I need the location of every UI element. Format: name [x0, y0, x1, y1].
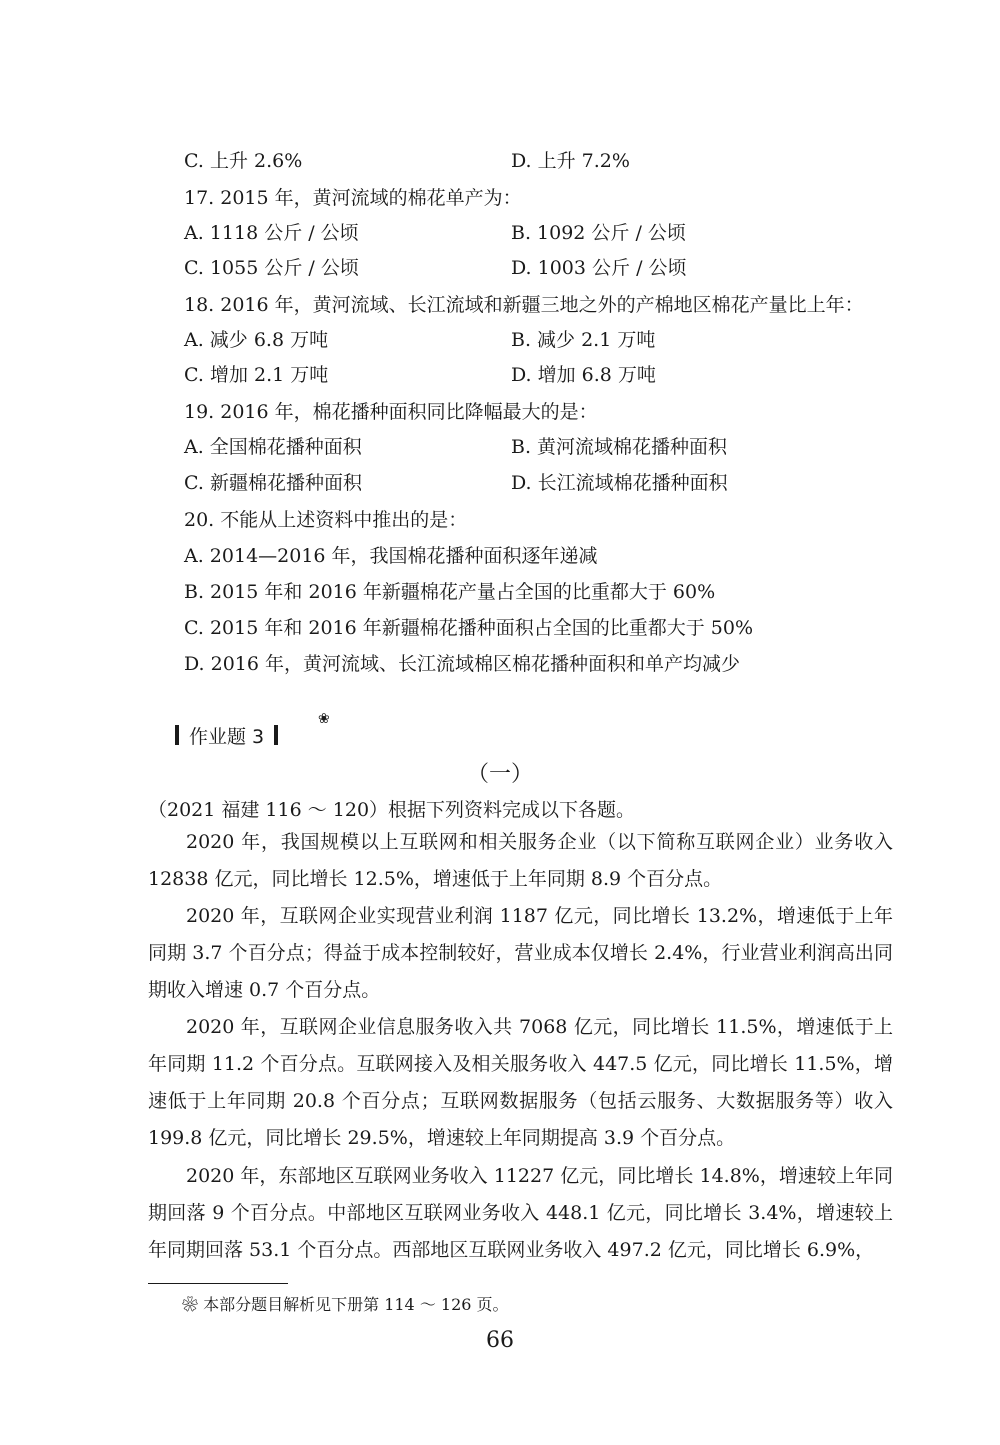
q20-option-c: C. 2015 年和 2016 年新疆棉花播种面积占全国的比重都大于 50% — [184, 617, 754, 639]
q17-stem: 17. 2015 年，黄河流域的棉花单产为： — [184, 187, 522, 209]
q19-option-d: D. 长江流域棉花播种面积 — [511, 472, 728, 494]
footnote-divider — [148, 1283, 288, 1284]
section-title: 作业题 3 — [189, 725, 265, 748]
q19-option-a: A. 全国棉花播种面积 — [184, 436, 362, 458]
q18-option-b: B. 减少 2.1 万吨 — [511, 329, 656, 351]
subsection-heading: （一） — [466, 762, 533, 787]
q19-option-b: B. 黄河流域棉花播种面积 — [511, 436, 728, 458]
q18-stem: 18. 2016 年，黄河流域、长江流域和新疆三地之外的产棉地区棉花产量比上年： — [184, 294, 864, 316]
section-bar-right — [274, 725, 278, 745]
paragraph-3: 2020 年，互联网企业信息服务收入共 7068 亿元，同比增长 11.5%，增速低于上年同期 11.2 个百分点。互联网接入及相关服务收入 447.5 亿元，同比增长 11.5%，增速低于上年同期 20.8 个百分点；互联网数据服务（包括云服务、大数据服务等）收入 199.8 亿元，同比增长 29.5%，增速较上年同期提高 3.9 个百分点。 — [148, 1016, 893, 1149]
paragraph-2: 2020 年，互联网企业实现营业利润 1187 亿元，同比增长 13.2%，增速低于上年同期 3.7 个百分点；得益于成本控制较好，营业成本仅增长 2.4%，行业营业利润高出同期收入增速 0.7 个百分点。 — [148, 905, 893, 1001]
footnote — [182, 1294, 509, 1316]
q18-option-d: D. 增加 6.8 万吨 — [511, 364, 656, 386]
footnote-text: 本部分题目解析见下册第 114 ～ 126 页。 — [203, 1295, 509, 1314]
q19-option-c: C. 新疆棉花播种面积 — [184, 472, 362, 494]
q16-option-c: C. 上升 2.6% — [184, 150, 303, 172]
q19-stem: 19. 2016 年，棉花播种面积同比降幅最大的是： — [184, 401, 598, 423]
flower-icon: ❀ — [182, 1295, 199, 1314]
section-header — [175, 720, 278, 750]
q17-option-b: B. 1092 公斤 / 公顷 — [511, 222, 686, 244]
q18-option-c: C. 增加 2.1 万吨 — [184, 364, 329, 386]
q17-option-a: A. 1118 公斤 / 公顷 — [184, 222, 359, 244]
q20-option-d: D. 2016 年，黄河流域、长江流域棉区棉花播种面积和单产均减少 — [184, 653, 741, 675]
q18-option-a: A. 减少 6.8 万吨 — [184, 329, 329, 351]
q20-option-b: B. 2015 年和 2016 年新疆棉花产量占全国的比重都大于 60% — [184, 581, 716, 603]
q20-option-a: A. 2014—2016 年，我国棉花播种面积逐年递减 — [184, 545, 598, 567]
paragraph-4: 2020 年，东部地区互联网业务收入 11227 亿元，同比增长 14.8%，增速较上年同期回落 9 个百分点。中部地区互联网业务收入 448.1 亿元，同比增长 3.4%，增速较上年同期回落 53.1 个百分点。西部地区互联网业务收入 497.2 亿元，同比增长 6.9%， — [148, 1165, 893, 1261]
paragraph-1: 2020 年，我国规模以上互联网和相关服务企业（以下简称互联网企业）业务收入 12838 亿元，同比增长 12.5%，增速低于上年同期 8.9 个百分点。 — [148, 831, 893, 890]
q20-stem: 20. 不能从上述资料中推出的是： — [184, 509, 468, 531]
q17-option-d: D. 1003 公斤 / 公顷 — [511, 257, 687, 279]
page-number: 66 — [486, 1328, 514, 1353]
material-intro: （2021 福建 116 ～ 120）根据下列资料完成以下各题。 — [148, 799, 636, 821]
flower-footnote-icon: ❀ — [318, 711, 330, 727]
q17-option-c: C. 1055 公斤 / 公顷 — [184, 257, 359, 279]
section-bar-left — [175, 725, 179, 745]
q16-option-d: D. 上升 7.2% — [511, 150, 630, 172]
